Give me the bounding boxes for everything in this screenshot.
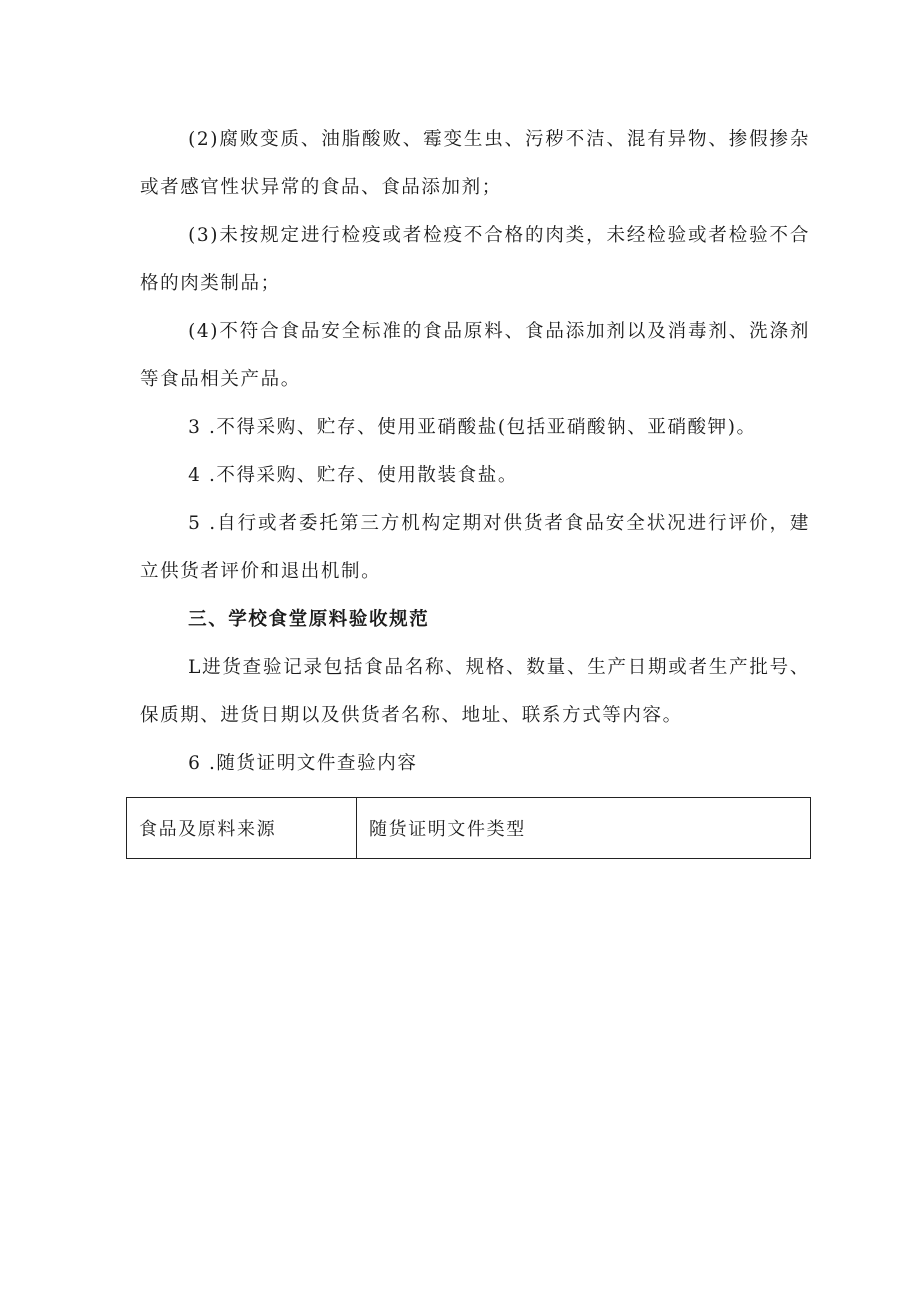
- paragraph-point-6: 6 .随货证明文件查验内容: [188, 753, 418, 774]
- paragraph-item-3: (3)未按规定进行检疫或者检疫不合格的肉类，未经检验或者检验不合格的肉类制品；: [140, 225, 810, 294]
- table-row: [127, 798, 811, 859]
- table-header-certificate-type: 随货证明文件类型: [357, 798, 811, 859]
- document-body: [140, 116, 810, 788]
- paragraph-item-2: (2)腐败变质、油脂酸败、霉变生虫、污秽不洁、混有异物、掺假掺杂或者感官性状异常的食品、食品添加剂；: [140, 129, 810, 198]
- paragraph-point-5: 5 .自行或者委托第三方机构定期对供货者食品安全状况进行评价，建立供货者评价和退出机制。: [140, 513, 810, 582]
- paragraph-inspection-record: L进货查验记录包括食品名称、规格、数量、生产日期或者生产批号、保质期、进货日期以及供货者名称、地址、联系方式等内容。: [140, 657, 810, 726]
- paragraph-point-4: 4 .不得采购、贮存、使用散装食盐。: [188, 465, 518, 486]
- section-heading: 三、学校食堂原料验收规范: [188, 609, 430, 630]
- paragraph-point-3: 3 .不得采购、贮存、使用亚硝酸盐(包括亚硝酸钠、亚硝酸钾)。: [188, 417, 757, 438]
- table-header-source: 食品及原料来源: [127, 798, 357, 859]
- paragraph-item-4: (4)不符合食品安全标准的食品原料、食品添加剂以及消毒剂、洗涤剂等食品相关产品。: [140, 321, 810, 390]
- certificate-table: [126, 797, 811, 859]
